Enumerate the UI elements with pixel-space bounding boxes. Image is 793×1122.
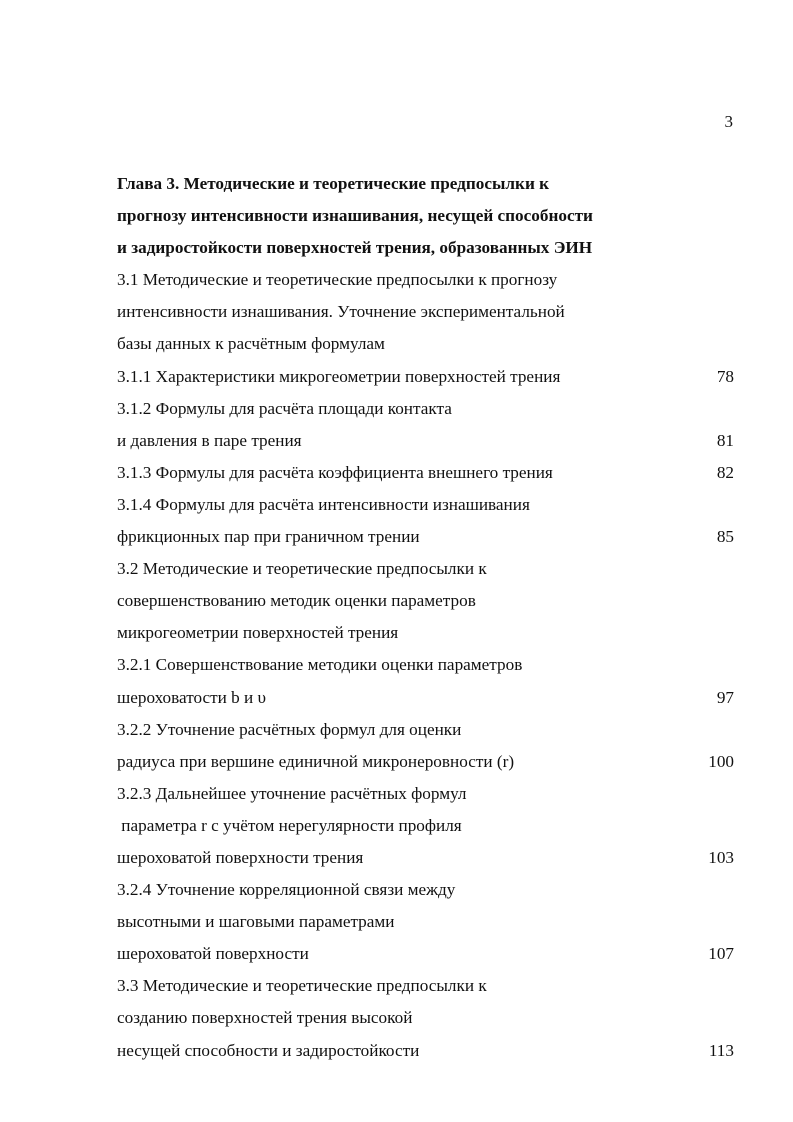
toc-entry-text: 3.1.2 Формулы для расчёта площади контакта — [117, 398, 452, 418]
toc-line — [117, 1035, 734, 1067]
toc-entry-text: 3.3 Методические и теоретические предпосылки к — [117, 976, 487, 996]
toc-line — [117, 906, 734, 938]
toc-line — [117, 649, 734, 681]
toc-page-number: 78 — [716, 366, 734, 386]
toc-line — [117, 874, 734, 906]
toc-entry-text: 3.1.4 Формулы для расчёта интенсивности изнашивания — [117, 494, 530, 514]
toc-entry-text: фрикционных пар при граничном трении — [117, 527, 420, 547]
toc-entry-text: 3.2.1 Совершенствование методики оценки параметров — [117, 655, 523, 675]
toc-entry-text: шероховатой поверхности — [117, 944, 309, 964]
toc-line — [117, 296, 734, 328]
chapter-heading-text: Глава 3. Методические и теоретические предпосылки к — [117, 174, 550, 193]
toc-entry-text: параметра r с учётом нерегулярности профиля — [117, 815, 462, 835]
toc-line — [117, 264, 734, 296]
toc-page-number: 103 — [708, 847, 734, 867]
toc-line — [117, 489, 734, 521]
toc-line — [117, 328, 734, 360]
toc-line — [117, 361, 734, 393]
toc-line — [117, 810, 734, 842]
toc-entry-text: интенсивности изнашивания. Уточнение экспериментальной — [117, 302, 565, 322]
page-number: 3 — [724, 112, 733, 131]
toc-line — [117, 553, 734, 585]
toc-entry-text: несущей способности и задиростойкости — [117, 1040, 420, 1060]
chapter-heading-line-1 — [117, 168, 734, 200]
toc-page-number: 107 — [708, 944, 734, 964]
toc-entry-text: радиуса при вершине единичной микронеровности (r) — [117, 751, 515, 771]
toc-line — [117, 425, 734, 457]
toc-entry-text: 3.2 Методические и теоретические предпосылки к — [117, 559, 487, 579]
chapter-heading-line-3 — [117, 232, 734, 264]
toc-page-number: 81 — [716, 430, 734, 450]
toc-entry-text: созданию поверхностей трения высокой — [117, 1008, 413, 1028]
toc-line — [117, 938, 734, 970]
toc-line — [117, 585, 734, 617]
toc-entry-text: 3.1.3 Формулы для расчёта коэффициента внешнего трения — [117, 462, 553, 482]
toc-page-number: 100 — [708, 751, 734, 771]
toc-entry-text: 3.2.3 Дальнейшее уточнение расчётных формул — [117, 783, 467, 803]
chapter-heading-text: прогнозу интенсивности изнашивания, несущей способности — [117, 206, 593, 226]
toc-entry-text: микрогеометрии поверхностей трения — [117, 623, 399, 643]
toc-page-number: 113 — [708, 1040, 734, 1060]
toc-line — [117, 714, 734, 746]
toc-page-number: 82 — [716, 462, 734, 482]
toc-entry-text: и давления в паре трения — [117, 430, 302, 450]
table-of-contents — [117, 168, 734, 1067]
toc-entry-text: 3.1.1 Характеристики микрогеометрии поверхностей трения — [117, 366, 561, 386]
toc-entry-text: шероховатой поверхности трения — [117, 847, 364, 867]
toc-page-number: 97 — [716, 687, 734, 707]
toc-entry-text: 3.2.2 Уточнение расчётных формул для оценки — [117, 719, 462, 739]
toc-entry-text: совершенствованию методик оценки параметров — [117, 591, 476, 611]
toc-line — [117, 457, 734, 489]
chapter-heading-line-2 — [117, 200, 734, 232]
toc-line — [117, 970, 734, 1002]
toc-entry-text: шероховатости b и υ — [117, 687, 267, 707]
toc-line — [117, 393, 734, 425]
toc-line — [117, 617, 734, 649]
toc-line — [117, 521, 734, 553]
toc-entry-text: базы данных к расчётным формулам — [117, 334, 385, 354]
toc-line — [117, 682, 734, 714]
toc-line — [117, 842, 734, 874]
chapter-heading-text: и задиростойкости поверхностей трения, образованных ЭИН — [117, 238, 593, 258]
toc-entry-text: 3.1 Методические и теоретические предпосылки к прогнозу — [117, 270, 558, 290]
toc-line — [117, 778, 734, 810]
toc-entry-text: высотными и шаговыми параметрами — [117, 912, 395, 932]
toc-entry-text: 3.2.4 Уточнение корреляционной связи между — [117, 880, 456, 900]
toc-line — [117, 1002, 734, 1034]
toc-line — [117, 746, 734, 778]
toc-page-number: 85 — [716, 527, 734, 547]
